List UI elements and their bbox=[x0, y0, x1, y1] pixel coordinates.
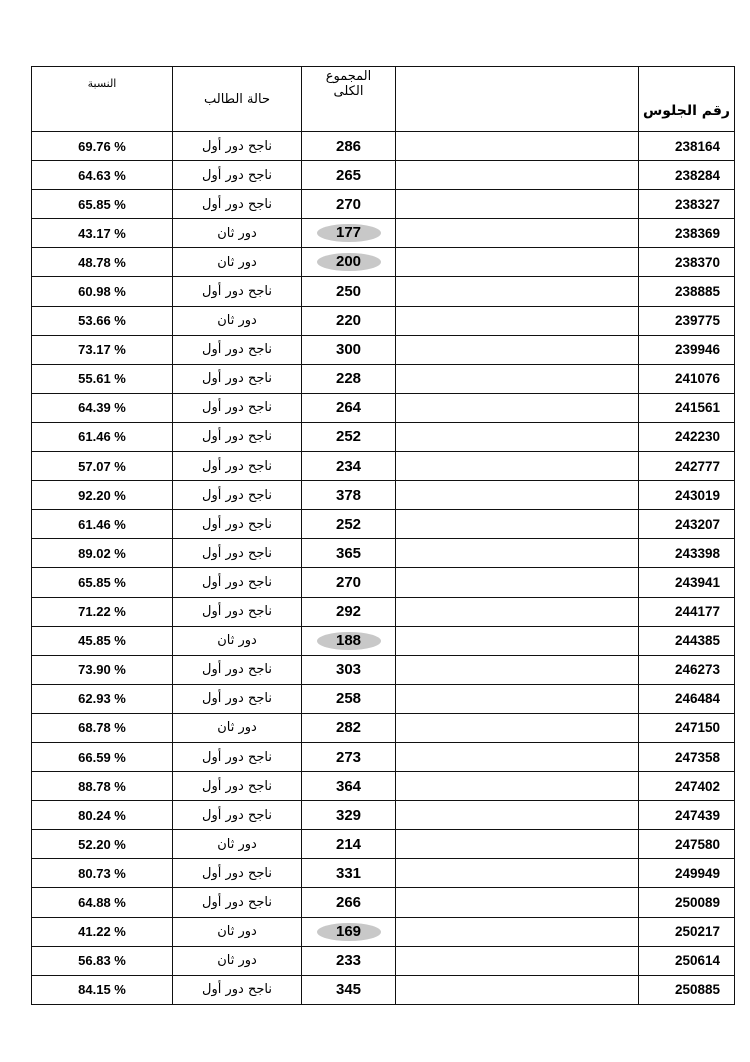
total-cell bbox=[302, 830, 396, 859]
total-value: 220 bbox=[335, 312, 362, 330]
status-cell: ناجح دور أول bbox=[173, 597, 302, 626]
empty-cell bbox=[396, 568, 639, 597]
seat-number-cell: 247358 bbox=[639, 742, 735, 771]
seat-number-cell: 246273 bbox=[639, 655, 735, 684]
empty-cell bbox=[396, 917, 639, 946]
percentage-cell: 62.93 % bbox=[32, 684, 173, 713]
table-row bbox=[32, 801, 735, 830]
total-value: 378 bbox=[335, 486, 362, 504]
table-row bbox=[32, 510, 735, 539]
seat-number-cell: 243019 bbox=[639, 481, 735, 510]
total-cell bbox=[302, 364, 396, 393]
seat-number-header: رقم الجلوس bbox=[639, 67, 735, 132]
total-value: 264 bbox=[335, 399, 362, 417]
empty-cell bbox=[396, 335, 639, 364]
percentage-cell: 92.20 % bbox=[32, 481, 173, 510]
percentage-cell: 56.83 % bbox=[32, 946, 173, 975]
status-cell: دور ثان bbox=[173, 917, 302, 946]
status-cell: دور ثان bbox=[173, 306, 302, 335]
seat-number-cell: 239775 bbox=[639, 306, 735, 335]
total-value: 266 bbox=[335, 893, 362, 911]
total-cell bbox=[302, 452, 396, 481]
seat-number-cell: 244177 bbox=[639, 597, 735, 626]
percentage-cell: 65.85 % bbox=[32, 568, 173, 597]
total-value: 300 bbox=[335, 341, 362, 359]
total-value: 270 bbox=[335, 195, 362, 213]
status-cell: ناجح دور أول bbox=[173, 684, 302, 713]
status-cell: ناجح دور أول bbox=[173, 452, 302, 481]
table-row bbox=[32, 393, 735, 422]
status-cell: ناجح دور أول bbox=[173, 539, 302, 568]
percentage-cell: 61.46 % bbox=[32, 510, 173, 539]
percentage-cell: 41.22 % bbox=[32, 917, 173, 946]
seat-number-cell: 238284 bbox=[639, 161, 735, 190]
table-row bbox=[32, 626, 735, 655]
status-cell: ناجح دور أول bbox=[173, 132, 302, 161]
empty-cell bbox=[396, 364, 639, 393]
total-value: 273 bbox=[335, 748, 362, 766]
status-cell: دور ثان bbox=[173, 248, 302, 277]
empty-cell bbox=[396, 539, 639, 568]
status-cell: ناجح دور أول bbox=[173, 655, 302, 684]
seat-number-cell: 244385 bbox=[639, 626, 735, 655]
table-row bbox=[32, 190, 735, 219]
status-cell: ناجح دور أول bbox=[173, 481, 302, 510]
percentage-cell: 64.88 % bbox=[32, 888, 173, 917]
total-value: 345 bbox=[335, 981, 362, 999]
empty-cell bbox=[396, 975, 639, 1004]
total-value: 234 bbox=[335, 457, 362, 475]
status-cell: ناجح دور أول bbox=[173, 975, 302, 1004]
total-cell bbox=[302, 568, 396, 597]
status-cell: دور ثان bbox=[173, 946, 302, 975]
header-row bbox=[32, 67, 735, 132]
seat-number-cell: 238885 bbox=[639, 277, 735, 306]
table-row bbox=[32, 248, 735, 277]
total-cell bbox=[302, 335, 396, 364]
seat-number-cell: 238369 bbox=[639, 219, 735, 248]
percentage-cell: 53.66 % bbox=[32, 306, 173, 335]
empty-cell bbox=[396, 219, 639, 248]
percentage-cell: 45.85 % bbox=[32, 626, 173, 655]
status-cell: ناجح دور أول bbox=[173, 859, 302, 888]
seat-number-cell: 247150 bbox=[639, 713, 735, 742]
seat-number-cell: 250217 bbox=[639, 917, 735, 946]
total-value: 282 bbox=[335, 719, 362, 737]
total-value: 250 bbox=[335, 283, 362, 301]
empty-cell bbox=[396, 626, 639, 655]
seat-number-cell: 243398 bbox=[639, 539, 735, 568]
percentage-cell: 52.20 % bbox=[32, 830, 173, 859]
status-cell: ناجح دور أول bbox=[173, 742, 302, 771]
total-value: 365 bbox=[335, 544, 362, 562]
seat-number-cell: 241561 bbox=[639, 393, 735, 422]
total-value: 270 bbox=[335, 573, 362, 591]
seat-number-cell: 250614 bbox=[639, 946, 735, 975]
status-cell: ناجح دور أول bbox=[173, 801, 302, 830]
total-header-line2: الكلى bbox=[333, 84, 364, 99]
empty-cell bbox=[396, 684, 639, 713]
table-row bbox=[32, 335, 735, 364]
total-value: 252 bbox=[335, 515, 362, 533]
empty-cell bbox=[396, 248, 639, 277]
total-value: 329 bbox=[335, 806, 362, 824]
table-row bbox=[32, 422, 735, 451]
seat-number-cell: 250885 bbox=[639, 975, 735, 1004]
highlighted-total: 200 bbox=[317, 253, 381, 271]
status-cell: ناجح دور أول bbox=[173, 364, 302, 393]
seat-number-cell: 250089 bbox=[639, 888, 735, 917]
status-cell: ناجح دور أول bbox=[173, 393, 302, 422]
status-cell: دور ثان bbox=[173, 626, 302, 655]
percentage-cell: 61.46 % bbox=[32, 422, 173, 451]
total-cell bbox=[302, 801, 396, 830]
status-cell: ناجح دور أول bbox=[173, 888, 302, 917]
status-cell: ناجح دور أول bbox=[173, 335, 302, 364]
percentage-header: النسبة bbox=[32, 67, 173, 132]
status-cell: دور ثان bbox=[173, 219, 302, 248]
total-cell bbox=[302, 859, 396, 888]
empty-cell bbox=[396, 277, 639, 306]
empty-cell bbox=[396, 772, 639, 801]
table-row bbox=[32, 975, 735, 1004]
percentage-cell: 64.63 % bbox=[32, 161, 173, 190]
empty-cell bbox=[396, 742, 639, 771]
total-value: 292 bbox=[335, 603, 362, 621]
total-cell bbox=[302, 422, 396, 451]
table-row bbox=[32, 539, 735, 568]
total-cell bbox=[302, 975, 396, 1004]
status-header: حالة الطالب bbox=[173, 67, 302, 132]
total-header bbox=[302, 67, 396, 132]
table-row bbox=[32, 655, 735, 684]
percentage-cell: 71.22 % bbox=[32, 597, 173, 626]
total-cell bbox=[302, 481, 396, 510]
table-row bbox=[32, 917, 735, 946]
percentage-cell: 69.76 % bbox=[32, 132, 173, 161]
table-row bbox=[32, 568, 735, 597]
seat-number-cell: 238370 bbox=[639, 248, 735, 277]
empty-cell bbox=[396, 452, 639, 481]
seat-number-cell: 247402 bbox=[639, 772, 735, 801]
percentage-cell: 88.78 % bbox=[32, 772, 173, 801]
seat-number-cell: 243207 bbox=[639, 510, 735, 539]
status-cell: ناجح دور أول bbox=[173, 161, 302, 190]
total-cell bbox=[302, 946, 396, 975]
seat-number-cell: 239946 bbox=[639, 335, 735, 364]
total-cell bbox=[302, 190, 396, 219]
percentage-cell: 73.90 % bbox=[32, 655, 173, 684]
total-cell bbox=[302, 393, 396, 422]
total-header-line1: المجموع bbox=[325, 69, 372, 84]
empty-cell bbox=[396, 132, 639, 161]
total-value: 258 bbox=[335, 690, 362, 708]
empty-cell bbox=[396, 655, 639, 684]
total-cell bbox=[302, 626, 396, 655]
table-row bbox=[32, 888, 735, 917]
table-row bbox=[32, 132, 735, 161]
table-row bbox=[32, 481, 735, 510]
empty-cell bbox=[396, 190, 639, 219]
table-row bbox=[32, 859, 735, 888]
total-value: 252 bbox=[335, 428, 362, 446]
percentage-cell: 64.39 % bbox=[32, 393, 173, 422]
status-cell: دور ثان bbox=[173, 830, 302, 859]
percentage-cell: 66.59 % bbox=[32, 742, 173, 771]
seat-number-cell: 247580 bbox=[639, 830, 735, 859]
table-row bbox=[32, 772, 735, 801]
table-row bbox=[32, 452, 735, 481]
empty-cell bbox=[396, 888, 639, 917]
total-value: 364 bbox=[335, 777, 362, 795]
empty-cell bbox=[396, 306, 639, 335]
table-row bbox=[32, 306, 735, 335]
table-row bbox=[32, 946, 735, 975]
table-row bbox=[32, 364, 735, 393]
seat-number-cell: 238327 bbox=[639, 190, 735, 219]
seat-number-cell: 242230 bbox=[639, 422, 735, 451]
status-cell: ناجح دور أول bbox=[173, 277, 302, 306]
percentage-cell: 43.17 % bbox=[32, 219, 173, 248]
empty-cell bbox=[396, 597, 639, 626]
empty-cell bbox=[396, 510, 639, 539]
total-cell bbox=[302, 888, 396, 917]
highlighted-total: 169 bbox=[317, 923, 381, 941]
status-cell: ناجح دور أول bbox=[173, 568, 302, 597]
empty-cell bbox=[396, 830, 639, 859]
total-value: 233 bbox=[335, 952, 362, 970]
percentage-cell: 73.17 % bbox=[32, 335, 173, 364]
seat-number-cell: 243941 bbox=[639, 568, 735, 597]
total-cell bbox=[302, 539, 396, 568]
table-row bbox=[32, 742, 735, 771]
total-cell bbox=[302, 306, 396, 335]
total-cell bbox=[302, 742, 396, 771]
total-cell bbox=[302, 161, 396, 190]
status-cell: ناجح دور أول bbox=[173, 772, 302, 801]
results-table bbox=[31, 66, 735, 1005]
total-cell bbox=[302, 219, 396, 248]
table-row bbox=[32, 684, 735, 713]
total-cell bbox=[302, 917, 396, 946]
empty-cell bbox=[396, 481, 639, 510]
empty-header bbox=[396, 67, 639, 132]
total-cell bbox=[302, 713, 396, 742]
percentage-cell: 48.78 % bbox=[32, 248, 173, 277]
seat-number-cell: 246484 bbox=[639, 684, 735, 713]
seat-number-cell: 238164 bbox=[639, 132, 735, 161]
total-cell bbox=[302, 277, 396, 306]
rows-body bbox=[32, 132, 735, 1005]
empty-cell bbox=[396, 393, 639, 422]
percentage-cell: 84.15 % bbox=[32, 975, 173, 1004]
table-row bbox=[32, 713, 735, 742]
empty-cell bbox=[396, 713, 639, 742]
table-row bbox=[32, 161, 735, 190]
empty-cell bbox=[396, 161, 639, 190]
seat-number-cell: 242777 bbox=[639, 452, 735, 481]
total-cell bbox=[302, 132, 396, 161]
percentage-cell: 55.61 % bbox=[32, 364, 173, 393]
total-cell bbox=[302, 510, 396, 539]
total-value: 303 bbox=[335, 661, 362, 679]
percentage-cell: 60.98 % bbox=[32, 277, 173, 306]
highlighted-total: 188 bbox=[317, 632, 381, 650]
total-value: 286 bbox=[335, 137, 362, 155]
seat-number-cell: 241076 bbox=[639, 364, 735, 393]
percentage-cell: 80.73 % bbox=[32, 859, 173, 888]
table-row bbox=[32, 597, 735, 626]
total-cell bbox=[302, 248, 396, 277]
percentage-cell: 80.24 % bbox=[32, 801, 173, 830]
status-cell: دور ثان bbox=[173, 713, 302, 742]
seat-number-cell: 247439 bbox=[639, 801, 735, 830]
percentage-cell: 68.78 % bbox=[32, 713, 173, 742]
percentage-cell: 57.07 % bbox=[32, 452, 173, 481]
table-row bbox=[32, 830, 735, 859]
status-cell: ناجح دور أول bbox=[173, 422, 302, 451]
percentage-cell: 89.02 % bbox=[32, 539, 173, 568]
empty-cell bbox=[396, 801, 639, 830]
empty-cell bbox=[396, 422, 639, 451]
total-cell bbox=[302, 597, 396, 626]
status-cell: ناجح دور أول bbox=[173, 510, 302, 539]
empty-cell bbox=[396, 859, 639, 888]
table-row bbox=[32, 219, 735, 248]
status-cell: ناجح دور أول bbox=[173, 190, 302, 219]
table-row bbox=[32, 277, 735, 306]
total-value: 214 bbox=[335, 835, 362, 853]
highlighted-total: 177 bbox=[317, 224, 381, 242]
total-value: 265 bbox=[335, 166, 362, 184]
seat-number-cell: 249949 bbox=[639, 859, 735, 888]
percentage-cell: 65.85 % bbox=[32, 190, 173, 219]
total-value: 228 bbox=[335, 370, 362, 388]
total-cell bbox=[302, 655, 396, 684]
empty-cell bbox=[396, 946, 639, 975]
total-value: 331 bbox=[335, 864, 362, 882]
total-cell bbox=[302, 772, 396, 801]
total-cell bbox=[302, 684, 396, 713]
